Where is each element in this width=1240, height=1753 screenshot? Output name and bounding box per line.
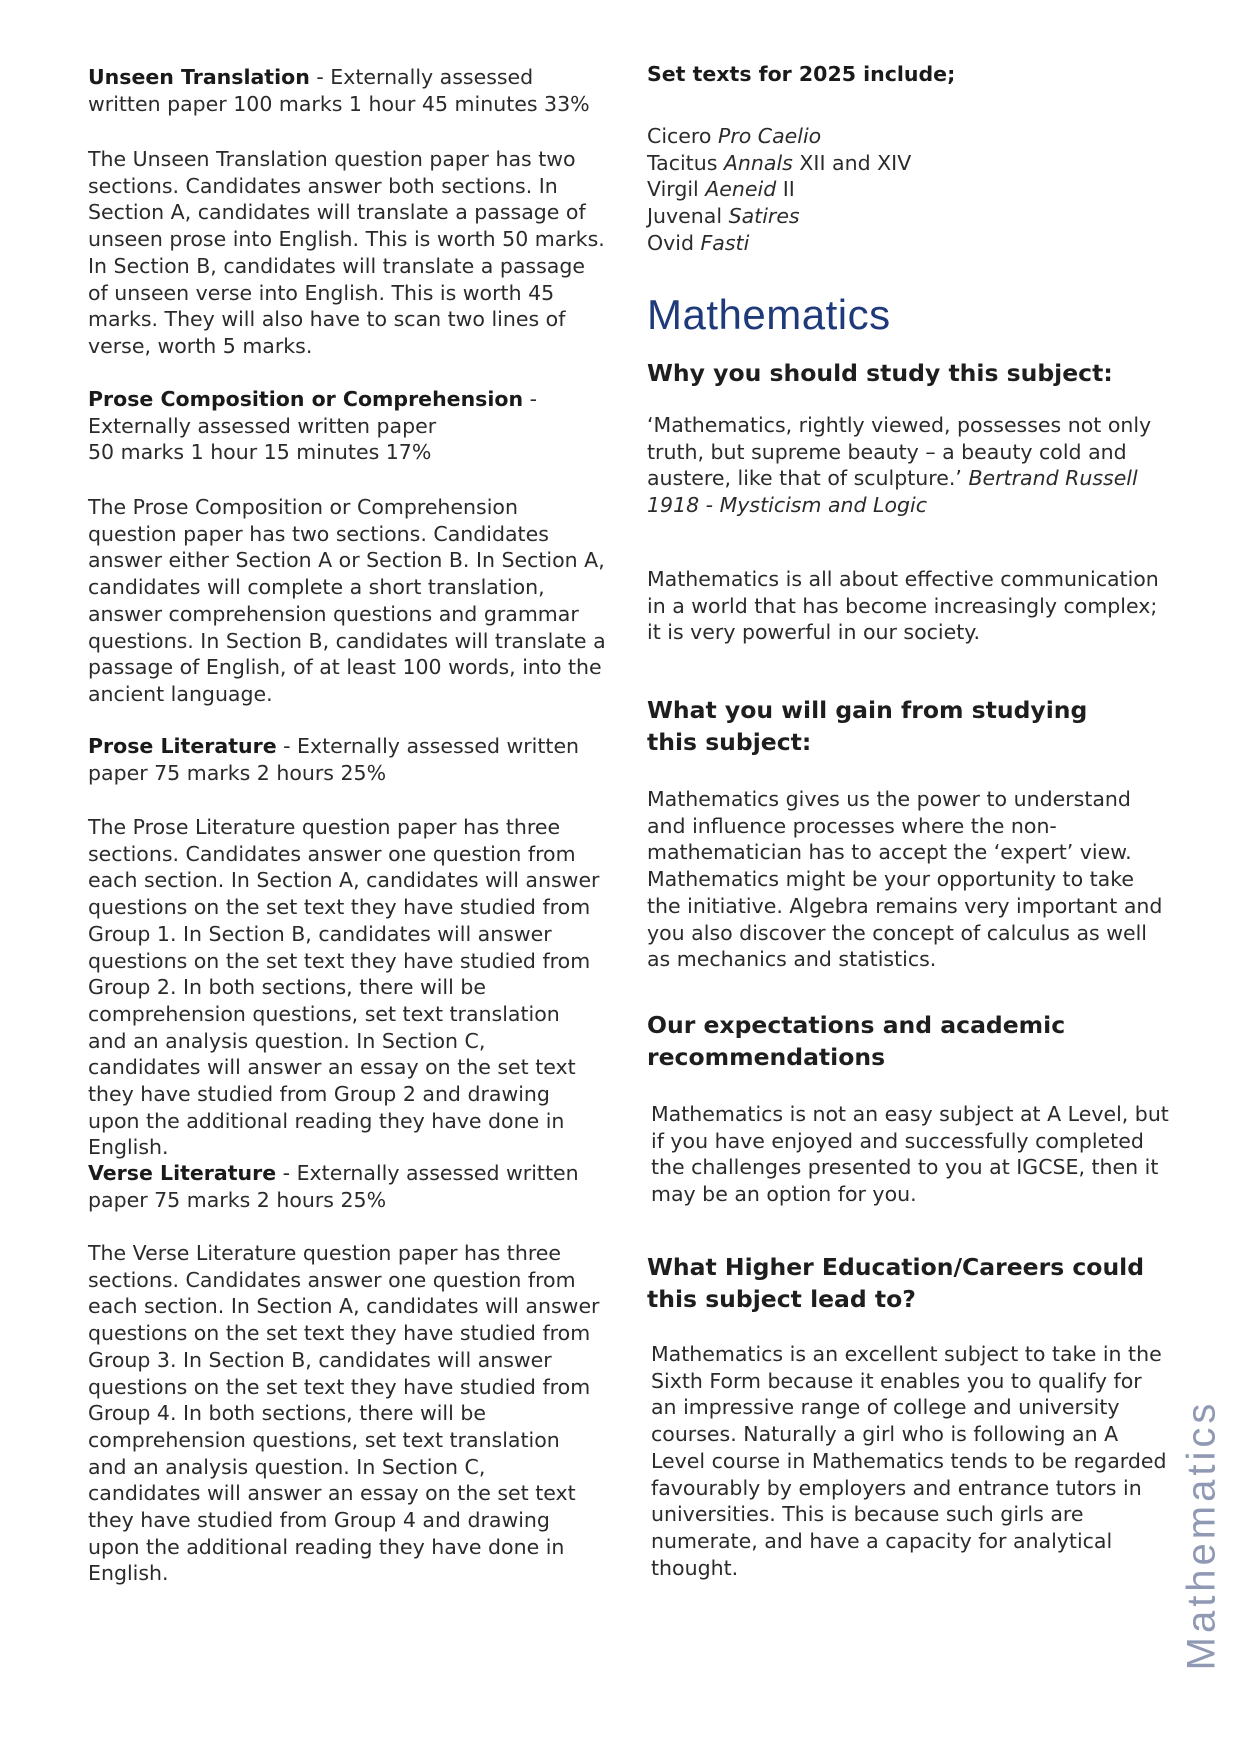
- prose-composition-title: Prose Composition or Comprehension: [88, 387, 524, 411]
- quote-source: Bertrand Russell 1918 - Mysticism and Logic: [647, 466, 1138, 518]
- separator: -: [523, 387, 538, 411]
- separator: -: [276, 734, 298, 758]
- set-text-item: Juvenal Satires: [647, 204, 800, 229]
- set-text-item: Ovid Fasti: [647, 230, 750, 255]
- careers-heading: What Higher Education/Careers could this subject lead to?: [647, 1253, 1145, 1313]
- separator: -: [309, 65, 331, 89]
- set-text-item: Virgil Aeneid II: [647, 177, 795, 202]
- prose-composition-meta-2: 50 marks 1 hour 15 minutes 17%: [88, 440, 432, 465]
- subject-title: Mathematics: [647, 291, 891, 338]
- prose-literature-meta-1: Externally assessed written: [297, 734, 580, 758]
- prose-composition-header: [88, 386, 608, 466]
- expectations-heading: Our expectations and academic recommendations: [647, 1011, 1066, 1071]
- expectations-body: Mathematics is not an easy subject at A Level, but if you have enjoyed and successfully completed the challenges presented to you at IGCSE, then it may be an option for you.: [651, 1102, 1169, 1207]
- unseen-translation-title: Unseen Translation: [88, 65, 310, 89]
- prose-composition-body: The Prose Composition or Comprehension question paper has two sections. Candidates answer either Section A or Section B. In Section A, candidates will complete a short translation, answer comprehension questions and grammar questions. In Section B, candidates will translate a passage of English, of at least 100 words, into the ancient language.: [88, 495, 606, 706]
- verse-literature-body: The Verse Literature question paper has three sections. Candidates answer one question from each section. In Section A, candidates will answer questions on the set text they have studied from Group 3. In Section B, candidates will answer questions on the set text they have studied from Group 4. In both sections, there will be comprehension questions, set text translation and an analysis question. In Section C, candidates will answer an essay on the set text they have studied from Group 4 and drawing upon the additional reading they have done in English.: [88, 1241, 600, 1586]
- unseen-translation-meta-1: Externally assessed: [330, 65, 534, 89]
- prose-literature-body: The Prose Literature question paper has three sections. Candidates answer one question from each section. In Section A, candidates will answer questions on the set text they have studied from Group 1. In Section B, candidates will answer questions on the set text they have studied from Group 2. In both sections, there will be comprehension questions, set text translation and an analysis question. In Section C, candidates will answer an essay on the set text they have studied from Group 2 and drawing upon the additional reading they have done in English.: [88, 815, 600, 1160]
- separator: -: [276, 1161, 297, 1185]
- careers-body: Mathematics is an excellent subject to take in the Sixth Form because it enables you to qualify for an impressive range of college and university courses. Naturally a girl who is following an A Level course in Mathematics tends to be regarded favourably by employers and entrance tutors in universities. This is because such girls are numerate, and have a capacity for analytical thought.: [651, 1342, 1167, 1580]
- gain-body: Mathematics gives us the power to understand and influence processes where the non-mathematician has to accept the ‘expert’ view. Mathematics might be your opportunity to take the initiative. Algebra remains very important and you also discover the concept of calculus as well as mechanics and statistics.: [647, 787, 1163, 972]
- set-texts-list: [647, 123, 911, 257]
- set-text-item: Cicero Pro Caelio: [647, 124, 822, 148]
- verse-literature-title: Verse Literature: [88, 1161, 277, 1185]
- prose-literature-title: Prose Literature: [88, 734, 277, 758]
- unseen-translation-meta-2: written paper 100 marks 1 hour 45 minutes 33%: [88, 91, 590, 116]
- section-side-tab: Mathematics: [1179, 1399, 1224, 1671]
- quote-text: ‘Mathematics, rightly viewed, possesses not only truth, but supreme beauty – a beauty cold and austere, like that of sculpture.’: [647, 413, 1152, 491]
- verse-literature-header: [88, 1160, 608, 1213]
- verse-literature-meta-2: paper 75 marks 2 hours 25%: [88, 1187, 387, 1212]
- prose-literature-header: [88, 733, 608, 786]
- prose-composition-meta-1: Externally assessed written paper: [88, 413, 437, 438]
- russell-quote: [647, 412, 1152, 519]
- set-text-item: Tacitus Annals XII and XIV: [647, 150, 912, 175]
- unseen-translation-header: [88, 64, 608, 117]
- unseen-translation-body: The Unseen Translation question paper has two sections. Candidates answer both sections. In Section A, candidates will translate a passage of unseen prose into English. This is worth 50 marks. In Section B, candidates will translate a passage of unseen verse into English. This is worth 45 marks. They will also have to scan two lines of verse, worth 5 marks.: [88, 147, 605, 358]
- gain-heading: What you will gain from studying this subject:: [647, 696, 1088, 756]
- verse-literature-meta-1: Externally assessed written: [296, 1161, 579, 1185]
- set-texts-title: Set texts for 2025 include;: [647, 62, 956, 86]
- prose-literature-meta-2: paper 75 marks 2 hours 25%: [88, 760, 387, 785]
- why-body: Mathematics is all about effective communication in a world that has become increasingly complex; it is very powerful in our society.: [647, 567, 1159, 645]
- why-heading: Why you should study this subject:: [647, 359, 1113, 387]
